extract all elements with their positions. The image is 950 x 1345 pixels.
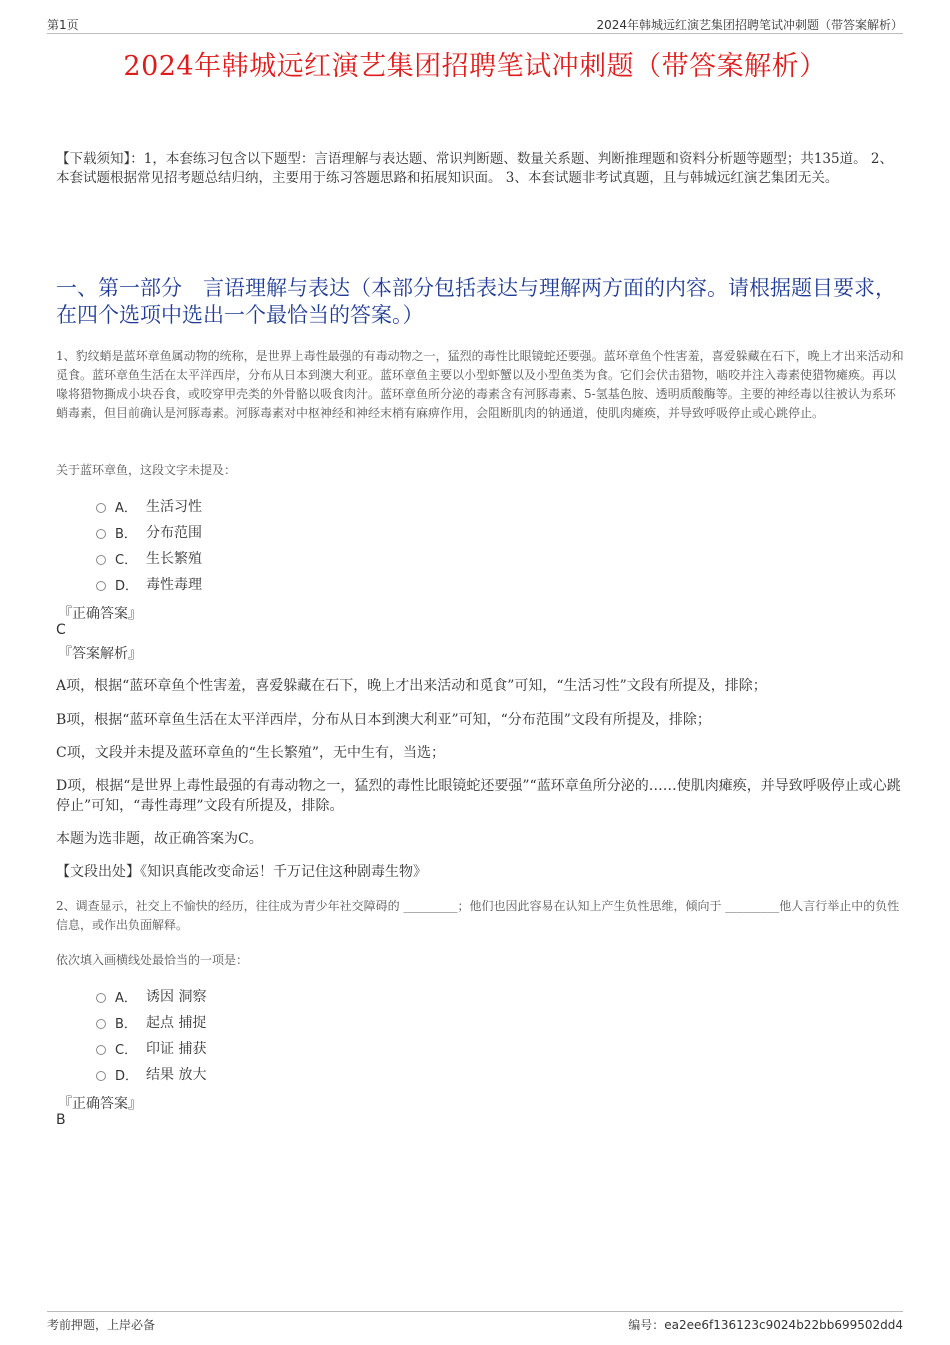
option-c[interactable] (96, 545, 202, 571)
analysis-conclusion: 本题为选非题，故正确答案为C。 (56, 831, 263, 847)
option-letter: D． (115, 578, 139, 594)
option-d[interactable] (96, 1061, 206, 1087)
option-text: 毒性毒理 (146, 577, 202, 593)
option-letter: B． (115, 526, 137, 542)
option-text: 分布范围 (146, 525, 202, 541)
question-1-prompt: 关于蓝环章鱼，这段文字未提及： (56, 463, 237, 477)
analysis-b: B项，根据“蓝环章鱼生活在太平洋西岸，分布从日本到澳大利亚”可知，“分布范围”文段有所提及，排除； (56, 712, 711, 728)
option-letter: B． (115, 1016, 137, 1032)
radio-icon[interactable] (96, 503, 106, 513)
option-b[interactable] (96, 519, 202, 545)
question-2-text: 2、调查显示，社交上不愉快的经历，往往成为青少年社交障碍的 _________；他们也因此容易在认知上产生负性思维，倾向于 _________他人言行举止中的负性信息，或作出负面解释。 (56, 899, 900, 932)
source-citation: 【文段出处】《知识真能改变命运！千万记住这种剧毒生物》 (56, 864, 427, 880)
download-notice: 【下载须知】：1，本套练习包含以下题型：言语理解与表达题、常识判断题、数量关系题、判断推理题和资料分析题等题型；共135道。 2、本套试题根据常见招考题总结归纳，主要用于练习答题思路和拓展知识面。 3、本套试题非考试真题，且与韩城远红演艺集团无关。 (56, 151, 893, 186)
correct-answer-label: 『正确答案』 (58, 1096, 142, 1112)
option-b[interactable] (96, 1009, 206, 1035)
page-header (47, 14, 903, 34)
correct-answer-label: 『正确答案』 (58, 606, 142, 622)
question-2-prompt: 依次填入画横线处最恰当的一项是： (56, 953, 249, 967)
question-2-options (96, 983, 206, 1087)
correct-answer: B (56, 1112, 66, 1128)
question-1-text: 1、豹纹蛸是蓝环章鱼属动物的统称，是世界上毒性最强的有毒动物之一，猛烈的毒性比眼镜蛇还要强。蓝环章鱼个性害羞，喜爱躲藏在石下，晚上才出来活动和觅食。蓝环章鱼生活在太平洋西岸，分布从日本到澳大利亚。蓝环章鱼主要以小型虾蟹以及小型鱼类为食。它们会伏击猎物，啮咬并注入毒素使猎物瘫痪。再以喙将猎物撕成小块吞食，或咬穿甲壳类的外骨骼以吸食肉汁。蓝环章鱼所分泌的毒素含有河豚毒素、5-氢基色胺、透明质酸酶等。主要的神经毒以往被认为系环蛸毒素，但目前确认是河豚毒素。河豚毒素对中枢神经和神经末梢有麻痹作用，会阻断肌肉的钠通道，使肌肉瘫痪，并导致呼吸停止或心跳停止。 (56, 349, 904, 420)
radio-icon[interactable] (96, 993, 106, 1003)
option-d[interactable] (96, 571, 202, 597)
radio-icon[interactable] (96, 555, 106, 565)
analysis-d: D项，根据“是世界上毒性最强的有毒动物之一，猛烈的毒性比眼镜蛇还要强”“蓝环章鱼所分泌的……使肌肉瘫痪，并导致呼吸停止或心跳停止”可知，“毒性毒理”文段有所提及，排除。 (56, 778, 901, 814)
option-text: 结果 放大 (146, 1067, 207, 1083)
option-letter: C． (115, 1042, 138, 1058)
page-number: 第1页 (47, 18, 79, 32)
radio-icon[interactable] (96, 529, 106, 539)
header-doc-title: 2024年韩城远红演艺集团招聘笔试冲刺题（带答案解析） (596, 18, 903, 32)
option-letter: A． (115, 500, 137, 516)
option-letter: D． (115, 1068, 139, 1084)
option-a[interactable] (96, 493, 202, 519)
option-text: 生长繁殖 (146, 551, 202, 567)
option-text: 起点 捕捉 (146, 1015, 207, 1031)
document-title: 2024年韩城远红演艺集团招聘笔试冲刺题（带答案解析） (123, 51, 827, 82)
option-text: 诱因 洞察 (146, 989, 207, 1005)
option-text: 生活习性 (146, 499, 202, 515)
option-letter: C． (115, 552, 138, 568)
option-letter: A． (115, 990, 137, 1006)
option-text: 印证 捕获 (146, 1041, 207, 1057)
section-heading: 一、第一部分 言语理解与表达（本部分包括表达与理解两方面的内容。请根据题目要求，在四个选项中选出一个最恰当的答案。） (56, 276, 896, 327)
page-footer (47, 1311, 903, 1335)
question-1-options (96, 493, 202, 597)
option-c[interactable] (96, 1035, 206, 1061)
radio-icon[interactable] (96, 1071, 106, 1081)
radio-icon[interactable] (96, 1019, 106, 1029)
radio-icon[interactable] (96, 581, 106, 591)
correct-answer: C (56, 622, 66, 638)
radio-icon[interactable] (96, 1045, 106, 1055)
analysis-a: A项，根据“蓝环章鱼个性害羞，喜爱躲藏在石下，晚上才出来活动和觅食”可知，“生活习性”文段有所提及，排除； (56, 678, 767, 694)
option-a[interactable] (96, 983, 206, 1009)
analysis-c: C项，文段并未提及蓝环章鱼的“生长繁殖”，无中生有，当选； (56, 745, 446, 761)
footer-serial: 编号：ea2ee6f136123c9024b22bb699502dd4 (628, 1318, 903, 1332)
analysis-label: 『答案解析』 (58, 646, 142, 662)
footer-slogan: 考前押题，上岸必备 (47, 1318, 156, 1332)
